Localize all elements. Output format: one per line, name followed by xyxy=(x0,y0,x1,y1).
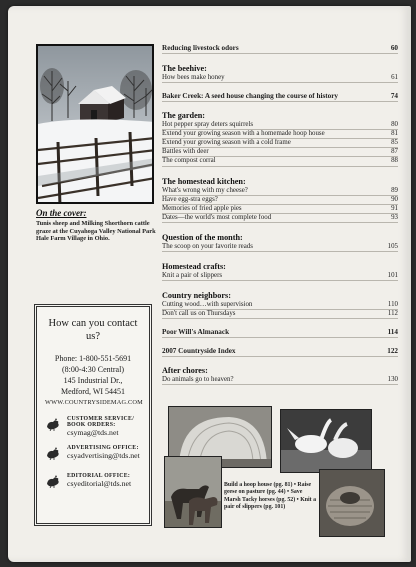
toc-entry-livestock-odors[interactable]: Reducing livestock odors 60 xyxy=(162,44,398,52)
cover-caption-title: On the cover: xyxy=(36,208,87,218)
contact-phone: Phone: 1-800-551-5691 xyxy=(54,354,132,363)
cover-photo xyxy=(36,44,154,204)
contact-editorial xyxy=(45,473,141,493)
snowy-barn-image xyxy=(38,46,154,204)
toc-entry[interactable]: Memories of fried apple pies 91 xyxy=(162,205,398,214)
toc-entry[interactable]: Dates—the world's most complete food 93 xyxy=(162,214,398,223)
toc-entry[interactable]: What's wrong with my cheese? 89 xyxy=(162,187,398,196)
bottom-caption: Build a hoop house (pg. 81) • Raise geese on pasture (pg. 44) • Save Marsh Tacky horses (pg. 52) • Knit a pair of slippers (pg. 101) xyxy=(224,482,317,510)
toc-entry[interactable]: Don't call us on Thursdays 112 xyxy=(162,310,398,319)
geese-photo xyxy=(280,409,372,473)
rooster-icon xyxy=(45,446,61,460)
contact-address xyxy=(45,353,141,408)
section-heading-chores: After chores: xyxy=(162,366,208,376)
section-heading-beehive: The beehive: xyxy=(162,64,207,73)
section-heading-question: Question of the month: xyxy=(162,232,243,242)
table-of-contents xyxy=(162,44,398,385)
section-heading-garden: The garden: xyxy=(162,111,205,121)
cover-caption: Tunis sheep and Milking Shorthorn cattle graze at the Cuyahoga Valley National Park Hale Farm Village in Ohio. xyxy=(36,220,156,243)
rooster-icon xyxy=(45,474,61,488)
contact-label: BOOK ORDERS: xyxy=(67,422,116,428)
advertising-email-link[interactable]: csyadvertising@tds.net xyxy=(67,451,140,460)
toc-entry[interactable]: Extend your growing season with a homemade hoop house 81 xyxy=(162,130,398,139)
section-heading-crafts: Homestead crafts: xyxy=(162,262,226,272)
toc-entry-index[interactable]: 2007 Countryside Index 122 xyxy=(162,347,398,356)
toc-entry[interactable]: The compost corral 88 xyxy=(162,157,398,166)
toc-entry[interactable]: Extend your growing season with a cold frame 85 xyxy=(162,139,398,148)
contact-website[interactable]: WWW.COUNTRYSIDEMAG.COM xyxy=(45,399,143,406)
section-heading-kitchen: The homestead kitchen: xyxy=(162,176,246,186)
contact-city: Medford, WI 54451 xyxy=(60,387,126,396)
contact-label: CUSTOMER SERVICE/ xyxy=(67,416,135,422)
contact-street: 145 Industrial Dr., xyxy=(63,376,123,385)
toc-entry[interactable]: Knit a pair of slippers 101 xyxy=(162,272,398,281)
contact-advertising xyxy=(45,445,141,465)
contact-label: EDITORIAL OFFICE: xyxy=(67,473,131,479)
toc-entry-almanack[interactable]: Poor Will's Almanack 114 xyxy=(162,328,398,337)
toc-entry[interactable]: Cutting wood…with supervision 110 xyxy=(162,301,398,310)
rooster-icon xyxy=(45,417,61,431)
toc-entry[interactable]: The scoop on your favorite reads 105 xyxy=(162,243,398,252)
toc-entry[interactable]: Battles with deer 87 xyxy=(162,148,398,157)
slippers-photo xyxy=(319,469,385,537)
magazine-page xyxy=(8,6,411,562)
customer-service-email-link[interactable]: csymag@tds.net xyxy=(67,428,119,437)
horses-photo xyxy=(164,456,222,528)
toc-entry-baker-creek[interactable]: Baker Creek: A seed house changing the course of history 74 xyxy=(162,92,398,101)
toc-entry[interactable]: Do animals go to heaven? 130 xyxy=(162,376,398,385)
contact-label: ADVERTISING OFFICE: xyxy=(67,445,139,451)
contact-box xyxy=(34,304,152,526)
toc-entry[interactable]: Hot pepper spray deters squirrels 80 xyxy=(162,121,398,130)
toc-entry[interactable]: How bees make honey 61 xyxy=(162,74,398,83)
editorial-email-link[interactable]: csyeditorial@tds.net xyxy=(67,479,132,488)
contact-heading: How can you contact us? xyxy=(48,318,138,342)
section-heading-neighbors: Country neighbors: xyxy=(162,291,231,301)
toc-entry[interactable]: Have egg-stra eggs? 90 xyxy=(162,196,398,205)
contact-customer-service xyxy=(45,416,141,437)
contact-hours: (8:00-4:30 Central) xyxy=(62,365,124,374)
